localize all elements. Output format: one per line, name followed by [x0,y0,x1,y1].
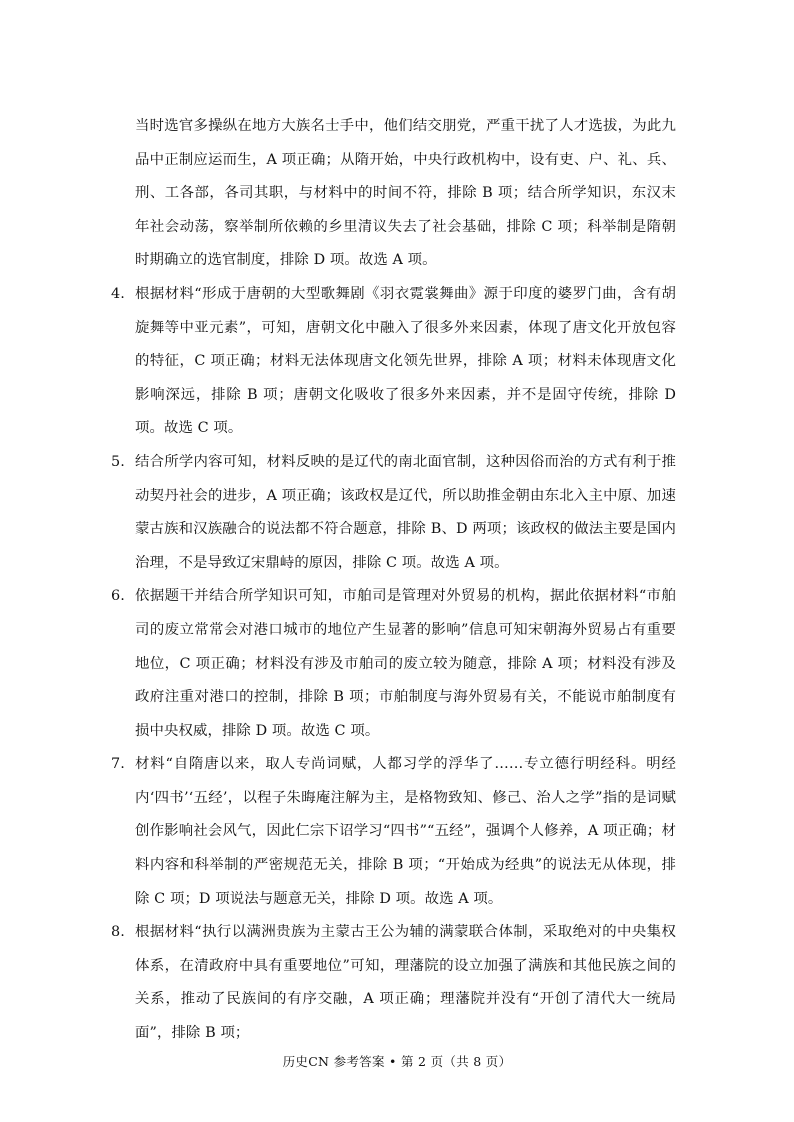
answer-item-4 [108,278,676,446]
continuation-text: 当时选官多操纵在地方大族名士手中，他们结交朋党，严重干扰了人才选拔，为此九品中正制应运而生，A 项正确；从隋开始，中央行政机构中，设有吏、户、礼、兵、刑、工各部，各司其职，与材料中的时间不符，排除 B 项；结合所学知识，东汉末年社会动荡，察举制所依赖的乡里清议失去了社会基础，排除 C 项；科举制是隋朝时期确立的选官制度，排除 D 项。故选 A 项。 [135,118,676,269]
answer-content [108,110,676,1051]
item-text: 根据材料“形成于唐朝的大型歌舞剧《羽衣霓裳舞曲》源于印度的婆罗门曲，含有胡旋舞等中亚元素”，可知，唐朝文化中融入了很多外来因素，体现了唐文化开放包容的特征，C 项正确；材料无法体现唐文化领先世界，排除 A 项；材料未体现唐文化影响深远，排除 B 项；唐朝文化吸收了很多外来因素，并不是固守传统，排除 D 项。故选 C 项。 [135,285,676,437]
item-text: 材料“自隋唐以来，取人专尚词赋，人都习学的浮华了……专立德行明经科。明经内‘四书’‘五经’，以程子朱晦庵注解为主，是格物致知、修己、治人之学”指的是词赋创作影响社会风气，因此仁宗下诏学习“四书”“五经”，强调个人修养，A 项正确；材料内容和科举制的严密规范无关，排除 B 项；“开始成为经典”的说法无从体现，排除 C 项；D 项说法与题意无关，排除 D 项。故选 A 项。 [135,756,676,907]
answer-item-6 [108,580,676,748]
item-text: 根据材料“执行以满洲贵族为主蒙古王公为辅的满蒙联合体制，采取绝对的中央集权体系，在清政府中具有重要地位”可知，理藩院的设立加强了满族和其他民族之间的关系，推动了民族间的有序交融，A 项正确；理藩院并没有“开创了清代大一统局面”，排除 B 项； [135,924,676,1042]
continuation-paragraph [108,110,676,278]
item-number: 6. [111,588,125,605]
item-number: 7. [111,756,125,773]
answer-item-8 [108,916,676,1050]
answer-item-5 [108,446,676,580]
answer-item-7 [108,748,676,916]
page-footer: 历史CN 参考答案 • 第 2 页（共 8 页） [282,1054,512,1069]
item-number: 5. [111,453,125,470]
item-number: 4. [111,285,125,302]
item-text: 结合所学内容可知，材料反映的是辽代的南北面官制，这种因俗而治的方式有利于推动契丹社会的进步，A 项正确；该政权是辽代，所以助推金朝由东北入主中原、加速蒙古族和汉族融合的说法都不符合题意，排除 B、D 两项；该政权的做法主要是国内治理，不是导致辽宋鼎峙的原因，排除 C 项。故选 A 项。 [135,453,676,571]
item-text: 依据题干并结合所学知识可知，市舶司是管理对外贸易的机构，据此依据材料“市舶司的废立常常会对港口城市的地位产生显著的影响”信息可知宋朝海外贸易占有重要地位，C 项正确；材料没有涉及市舶司的废立较为随意，排除 A 项；材料没有涉及政府注重对港口的控制，排除 B 项；市舶制度与海外贸易有关，不能说市舶制度有损中央权威，排除 D 项。故选 C 项。 [135,588,676,739]
item-number: 8. [111,924,125,941]
